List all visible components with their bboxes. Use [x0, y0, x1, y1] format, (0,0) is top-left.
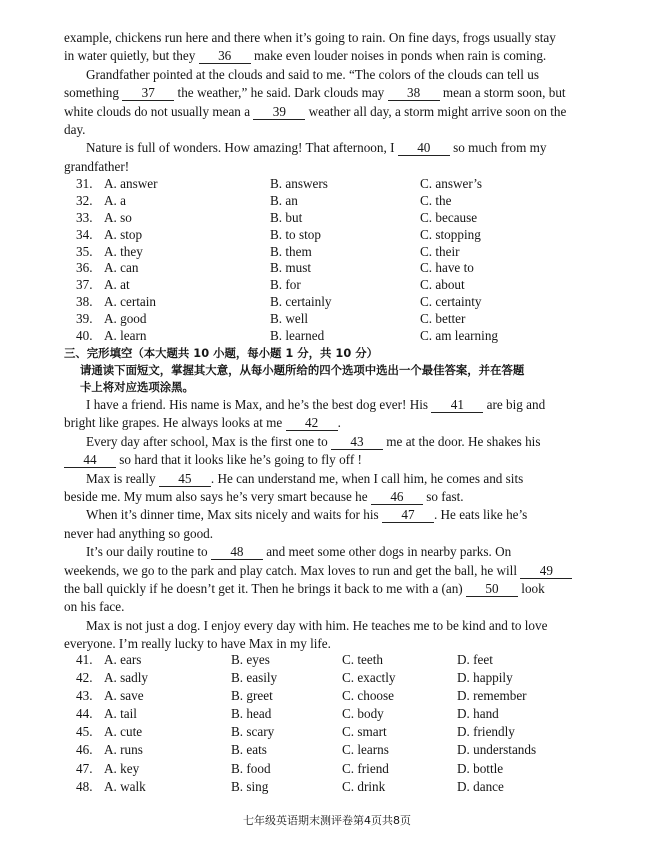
- line-text: day.: [64, 121, 86, 137]
- line-text: When it’s dinner time, Max sits nicely and waits for his: [86, 507, 382, 523]
- line-text: beside me. My mum also says he’s very smart because he: [64, 488, 371, 504]
- answer-blank: 36: [199, 48, 251, 64]
- line-text: never had anything so good.: [64, 525, 214, 541]
- question-number: 32.: [76, 192, 93, 208]
- passage-line: [64, 470, 574, 488]
- answer-blank: 40: [398, 140, 450, 156]
- passage-line: [64, 617, 574, 635]
- line-text: Grandfather pointed at the clouds and said to me. “The colors of the clouds can tell us: [86, 66, 539, 82]
- passage-line: [64, 451, 574, 469]
- option-b: B. eyes: [231, 652, 270, 667]
- passage-line: [64, 580, 574, 598]
- option-c: C. learns: [342, 742, 389, 758]
- question-number: 37.: [76, 277, 93, 293]
- line-text: weekends, we go to the park and play catch. Max loves to run and get the ball, he will: [64, 562, 521, 578]
- option-a: A. good: [104, 311, 147, 327]
- option-row: [76, 311, 596, 328]
- passage-line: [64, 121, 574, 139]
- option-c: C. about: [420, 277, 465, 293]
- option-a: A. sadly: [104, 670, 148, 686]
- answer-blank: 41: [431, 397, 483, 413]
- section-instruction: [80, 362, 580, 396]
- option-b: B. an: [270, 192, 298, 208]
- option-d: D. hand: [457, 706, 499, 722]
- line-text: weather all day, a storm might arrive soon on the: [305, 103, 567, 119]
- option-a: A. certain: [104, 294, 156, 310]
- line-text: It’s our daily routine to: [86, 544, 211, 560]
- answer-blank: 46: [371, 489, 423, 505]
- option-b: B. easily: [231, 670, 278, 686]
- option-row: [76, 210, 596, 227]
- answer-blank: 45: [159, 471, 211, 487]
- line-text: everyone. I’m really lucky to have Max in my life.: [64, 636, 331, 652]
- section-heading: 三、完形填空（本大题共 10 小题，每小题 1 分，共 10 分）: [64, 346, 379, 360]
- question-number: 33.: [76, 209, 93, 225]
- line-text: in water quietly, but they: [64, 48, 199, 64]
- question-number: 34.: [76, 226, 93, 242]
- page-footer: 七年级英语期末测评卷第4页共8页: [243, 814, 411, 827]
- answer-blank: 47: [382, 507, 434, 523]
- answer-blank: 44: [64, 452, 116, 468]
- answer-blank: 42: [286, 415, 338, 431]
- line-text: . He eats like he’s: [433, 507, 528, 523]
- option-row: [76, 277, 596, 294]
- option-b: B. learned: [270, 328, 325, 344]
- answer-blank: 37: [122, 85, 174, 101]
- option-b: B. them: [270, 243, 312, 259]
- answer-blank: 39: [253, 104, 305, 120]
- question-number: 35.: [76, 243, 93, 259]
- passage-line: [64, 543, 574, 561]
- passage-line: [64, 158, 574, 176]
- option-d: D. feet: [457, 652, 493, 667]
- line-text: Nature is full of wonders. How amazing! That afternoon, I: [86, 140, 398, 156]
- option-b: B. scary: [231, 724, 275, 740]
- passage-line: [64, 396, 574, 414]
- line-text: something: [64, 85, 123, 101]
- option-b: B. sing: [231, 778, 269, 794]
- option-row: [76, 688, 596, 706]
- passage-line: [64, 562, 574, 580]
- option-a: A. stop: [104, 226, 143, 242]
- line-text: the ball quickly if he doesn’t get it. Then he brings it back to me with a (an): [64, 580, 466, 596]
- option-b: B. for: [270, 277, 301, 293]
- line-text: are big and: [483, 397, 546, 412]
- option-b: B. but: [270, 209, 303, 225]
- option-c: C. body: [342, 706, 384, 722]
- option-row: [76, 328, 596, 345]
- passage-line: [64, 47, 574, 65]
- option-row: [76, 244, 596, 261]
- option-row: [76, 742, 596, 760]
- option-c: C. drink: [342, 778, 386, 794]
- answer-blank: 48: [211, 544, 263, 560]
- line-text: on his face.: [64, 599, 125, 615]
- instruction-line-1: 请通读下面短文，掌握其大意，从每小题所给的四个选项中选出一个最佳答案，并在答题: [80, 363, 525, 377]
- answer-blank: 38: [388, 85, 440, 101]
- line-text: example, chickens run here and there when it’s going to rain. On fine days, frogs usually stay: [64, 30, 556, 45]
- options-41-48: [76, 652, 596, 797]
- option-a: A. runs: [104, 742, 143, 758]
- question-number: 38.: [76, 294, 93, 310]
- option-c: C. certainty: [420, 294, 482, 310]
- option-row: [76, 706, 596, 724]
- option-row: [76, 652, 596, 670]
- question-number: 45.: [76, 724, 93, 740]
- option-c: C. friend: [342, 760, 389, 776]
- option-d: D. understands: [457, 742, 537, 758]
- instruction-line-2: 卡上将对应选项涂黑。: [80, 380, 194, 394]
- line-text: .: [337, 415, 341, 431]
- answer-blank: 49: [520, 563, 572, 579]
- line-text: me at the door. He shakes his: [383, 433, 541, 449]
- options-31-40: [76, 176, 596, 345]
- option-row: [76, 779, 596, 797]
- passage-line: [64, 414, 574, 432]
- passage-line: [64, 525, 574, 543]
- option-a: A. answer: [104, 176, 158, 191]
- option-c: C. smart: [342, 724, 387, 740]
- line-text: . He can understand me, when I call him, he comes and sits: [210, 470, 524, 486]
- passage-line: [64, 84, 574, 102]
- option-row: [76, 227, 596, 244]
- option-a: A. cute: [104, 724, 143, 740]
- option-c: C. have to: [420, 260, 474, 276]
- option-b: B. answers: [270, 176, 328, 191]
- passage-line: [64, 506, 574, 524]
- option-b: B. to stop: [270, 226, 321, 242]
- option-row: [76, 176, 596, 193]
- passage-line: [64, 488, 574, 506]
- line-text: so fast.: [422, 488, 464, 504]
- line-text: the weather,” he said. Dark clouds may: [174, 85, 388, 101]
- line-text: grandfather!: [64, 158, 130, 174]
- option-d: D. friendly: [457, 724, 515, 740]
- answer-blank: 43: [331, 434, 383, 450]
- line-text: and meet some other dogs in nearby parks. On: [262, 544, 512, 560]
- option-b: B. well: [270, 311, 309, 327]
- passage-line: [64, 103, 574, 121]
- question-number: 48.: [76, 778, 93, 794]
- option-a: A. can: [104, 260, 139, 276]
- option-a: A. walk: [104, 778, 146, 794]
- question-number: 46.: [76, 742, 93, 758]
- option-row: [76, 193, 596, 210]
- question-number: 40.: [76, 328, 93, 344]
- question-number: 39.: [76, 311, 93, 327]
- option-b: B. head: [231, 706, 272, 722]
- question-number: 43.: [76, 688, 93, 704]
- option-a: A. so: [104, 209, 132, 225]
- option-b: B. certainly: [270, 294, 332, 310]
- option-c: C. the: [420, 192, 452, 208]
- option-row: [76, 294, 596, 311]
- question-number: 42.: [76, 670, 93, 686]
- question-number: 44.: [76, 706, 93, 722]
- option-c: C. teeth: [342, 652, 384, 667]
- line-text: look: [518, 580, 545, 596]
- option-row: [76, 761, 596, 779]
- option-c: C. their: [420, 243, 460, 259]
- passage-line: [64, 598, 574, 616]
- line-text: Every day after school, Max is the first one to: [86, 433, 331, 449]
- option-a: A. at: [104, 277, 130, 293]
- option-d: D. bottle: [457, 760, 504, 776]
- option-c: C. answer’s: [420, 176, 483, 191]
- answer-blank: 50: [466, 581, 518, 597]
- line-text: Max is really: [86, 470, 159, 486]
- passage-max: [64, 396, 574, 653]
- option-d: D. remember: [457, 688, 527, 704]
- option-a: A. tail: [104, 706, 137, 722]
- option-c: C. stopping: [420, 226, 481, 242]
- question-number: 47.: [76, 760, 93, 776]
- passage-nature: [64, 29, 574, 176]
- option-c: C. better: [420, 311, 466, 327]
- line-text: mean a storm soon, but: [439, 85, 566, 101]
- passage-line: [64, 635, 574, 653]
- option-c: C. because: [420, 209, 478, 225]
- option-row: [76, 670, 596, 688]
- option-b: B. food: [231, 760, 271, 776]
- option-a: A. save: [104, 688, 144, 704]
- line-text: white clouds do not usually mean a: [64, 103, 254, 119]
- option-row: [76, 260, 596, 277]
- line-text: so much from my: [449, 140, 547, 156]
- question-number: 41.: [76, 652, 93, 667]
- option-a: A. key: [104, 760, 140, 776]
- option-a: A. they: [104, 243, 143, 259]
- option-b: B. greet: [231, 688, 273, 704]
- line-text: I have a friend. His name is Max, and he’s the best dog ever! His: [86, 397, 432, 412]
- passage-line: [64, 139, 574, 157]
- option-a: A. ears: [104, 652, 142, 667]
- line-text: make even louder noises in ponds when rain is coming.: [250, 48, 547, 64]
- option-a: A. a: [104, 192, 126, 208]
- option-a: A. learn: [104, 328, 147, 344]
- question-number: 36.: [76, 260, 93, 276]
- option-b: B. must: [270, 260, 312, 276]
- option-c: C. choose: [342, 688, 395, 704]
- line-text: Max is not just a dog. I enjoy every day with him. He teaches me to be kind and to love: [86, 617, 548, 633]
- option-d: D. happily: [457, 670, 513, 686]
- option-row: [76, 724, 596, 742]
- line-text: bright like grapes. He always looks at me: [64, 415, 286, 431]
- option-b: B. eats: [231, 742, 267, 758]
- option-c: C. exactly: [342, 670, 396, 686]
- passage-line: [64, 29, 574, 47]
- passage-line: [64, 66, 574, 84]
- passage-line: [64, 433, 574, 451]
- line-text: so hard that it looks like he’s going to fly off !: [116, 452, 362, 468]
- option-d: D. dance: [457, 778, 504, 794]
- option-c: C. am learning: [420, 328, 499, 344]
- question-number: 31.: [76, 176, 93, 191]
